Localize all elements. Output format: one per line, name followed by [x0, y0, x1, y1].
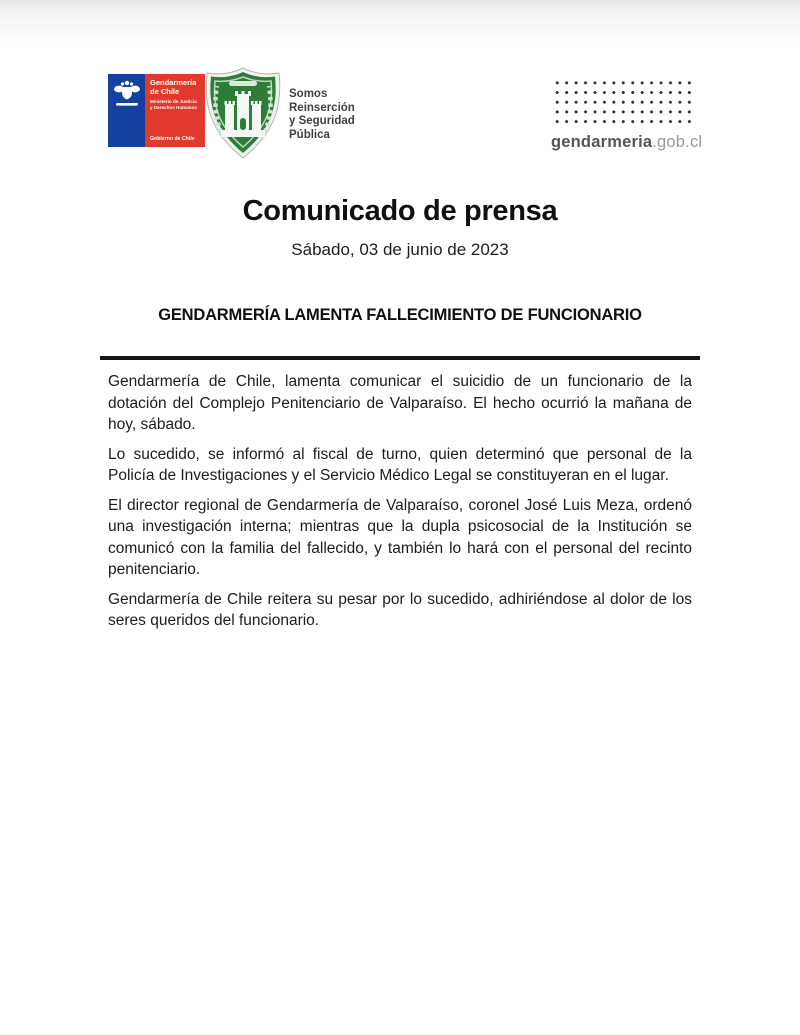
headline: GENDARMERÍA LAMENTA FALLECIMIENTO DE FUNCIONARIO: [158, 306, 642, 324]
date-line: Sábado, 03 de junio de 2023: [291, 240, 509, 259]
website-url-bold: gendarmeria: [551, 133, 653, 151]
logo-blue-panel: [108, 74, 145, 147]
body-paragraph-1: Gendarmería de Chile, lamenta comunicar el suicidio de un funcionario de la dotación del Complejo Penitenciario de Valparaíso. El hecho ocurrió la mañana de hoy, sábado.: [108, 373, 692, 433]
body-paragraph-3: El director regional de Gendarmería de Valparaíso, coronel José Luis Meza, ordenó una investigación interna; mientras que la dupla psicosocial de la Institución se comunicó con la familia del fallecido, y también lo hará con el personal del recinto penitenciario.: [108, 496, 692, 578]
logo-red-panel: [145, 74, 205, 147]
body-paragraph-4: Gendarmería de Chile reitera su pesar por lo sucedido, adhiriéndose al dolor de los seres queridos del funcionario.: [108, 590, 692, 629]
logo-government-label: Gobierno de Chile: [150, 136, 195, 142]
slogan: [289, 88, 355, 142]
dots-pattern-icon: [551, 76, 693, 125]
website-url: [551, 133, 703, 152]
page-title: Comunicado de prensa: [242, 195, 558, 227]
logo-ministry-name: Ministerio de Justicia y Derechos Humanos: [150, 99, 197, 110]
header: [0, 0, 800, 175]
gendarmeria-government-logo: [108, 74, 205, 147]
press-release-body: [100, 196, 700, 640]
slogan-line: Somos: [289, 88, 328, 100]
chile-coat-of-arms-icon: [113, 79, 141, 111]
website-url-domain: .gob.cl: [652, 133, 703, 151]
slogan-line: Pública: [289, 128, 330, 141]
body-paragraph-2: Lo sucedido, se informó al fiscal de turno, quien determinó que personal de la Policía de Investigaciones y el Servicio Médico Legal se constituyeran en el lugar.: [108, 445, 692, 484]
paragraphs: [100, 371, 700, 632]
slogan-line: y Seguridad: [289, 115, 355, 127]
slogan-line: Reinserción: [289, 101, 355, 114]
divider-rule: [100, 356, 700, 360]
gendarmeria-crest-icon: [202, 66, 284, 160]
website-block: [551, 76, 703, 152]
logo-institution-name: Gendarmería de Chile: [150, 78, 197, 96]
